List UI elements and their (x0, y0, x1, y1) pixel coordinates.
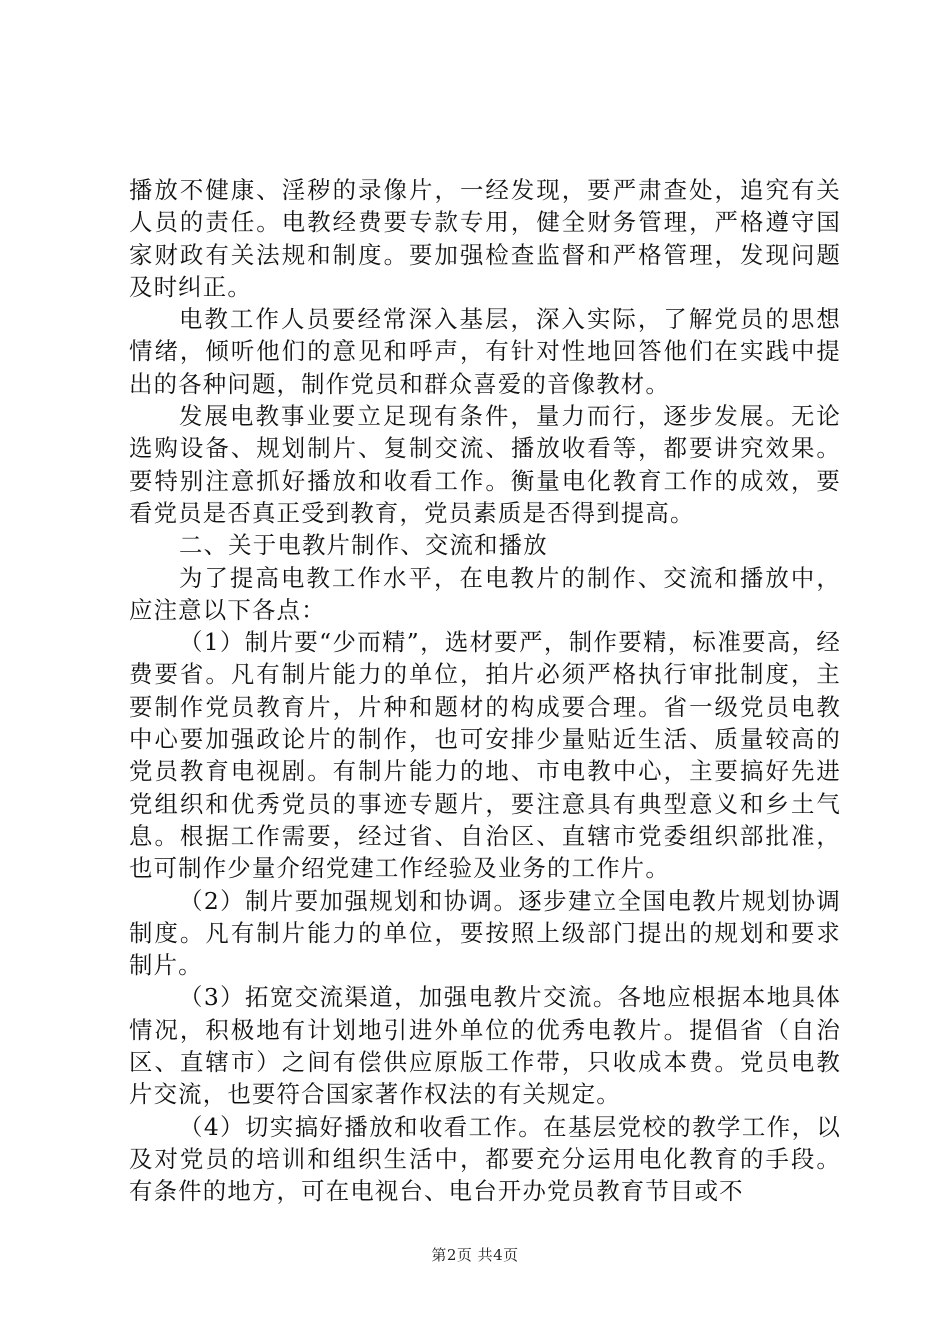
paragraph-3: 发展电教事业要立足现有条件，量力而行，逐步发展。无论选购设备、规划制片、复制交流、播放收看等，都要讲究效果。要特别注意抓好播放和收看工作。衡量电化教育工作的成效，要看党员是否真正受到教育，党员素质是否得到提高。 (129, 402, 841, 527)
list-item-2: （2）制片要加强规划和协调。逐步建立全国电教片规划协调制度。凡有制片能力的单位，要按照上级部门提出的规划和要求制片。 (129, 886, 841, 980)
list-item-1: （1）制片要“少而精”，选材要严，制作要精，标准要高，经费要省。凡有制片能力的单位，拍片必须严格执行审批制度，主要制作党员教育片，片种和题材的构成要合理。省一级党员电教中心要加强政论片的制作，也可安排少量贴近生活、质量较高的党员教育电视剧。有制片能力的地、市电教中心，主要搞好先进党组织和优秀党员的事迹专题片，要注意具有典型意义和乡土气息。根据工作需要，经过省、自治区、直辖市党委组织部批准，也可制作少量介绍党建工作经验及业务的工作片。 (129, 628, 841, 883)
section-heading: 二、关于电教片制作、交流和播放 (179, 531, 548, 560)
paragraph-2: 电教工作人员要经常深入基层，深入实际，了解党员的思想情绪，倾听他们的意见和呼声，有针对性地回答他们在实践中提出的各种问题，制作党员和群众喜爱的音像教材。 (129, 305, 841, 398)
paragraph-4: 为了提高电教工作水平，在电教片的制作、交流和播放中，应注意以下各点： (129, 563, 841, 624)
list-item-4: （4）切实搞好播放和收看工作。在基层党校的教学工作，以及对党员的培训和组织生活中，都要充分运用电化教育的手段。有条件的地方，可在电视台、电台开办党员教育节目或不 (129, 1112, 841, 1206)
list-item-3: （3）拓宽交流渠道，加强电教片交流。各地应根据本地具体情况，积极地有计划地引进外单位的优秀电教片。提倡省（自治区、直辖市）之间有偿供应原版工作带，只收成本费。党员电教片交流，也要符合国家著作权法的有关规定。 (129, 983, 841, 1109)
paragraph-1: 播放不健康、淫秽的录像片，一经发现，要严肃查处，追究有关人员的责任。电教经费要专款专用，健全财务管理，严格遵守国家财政有关法规和制度。要加强检查监督和严格管理，发现问题及时纠正。 (129, 176, 841, 301)
document-body (129, 174, 841, 1208)
page-number-footer: 第2页 共4页 (431, 1246, 519, 1264)
